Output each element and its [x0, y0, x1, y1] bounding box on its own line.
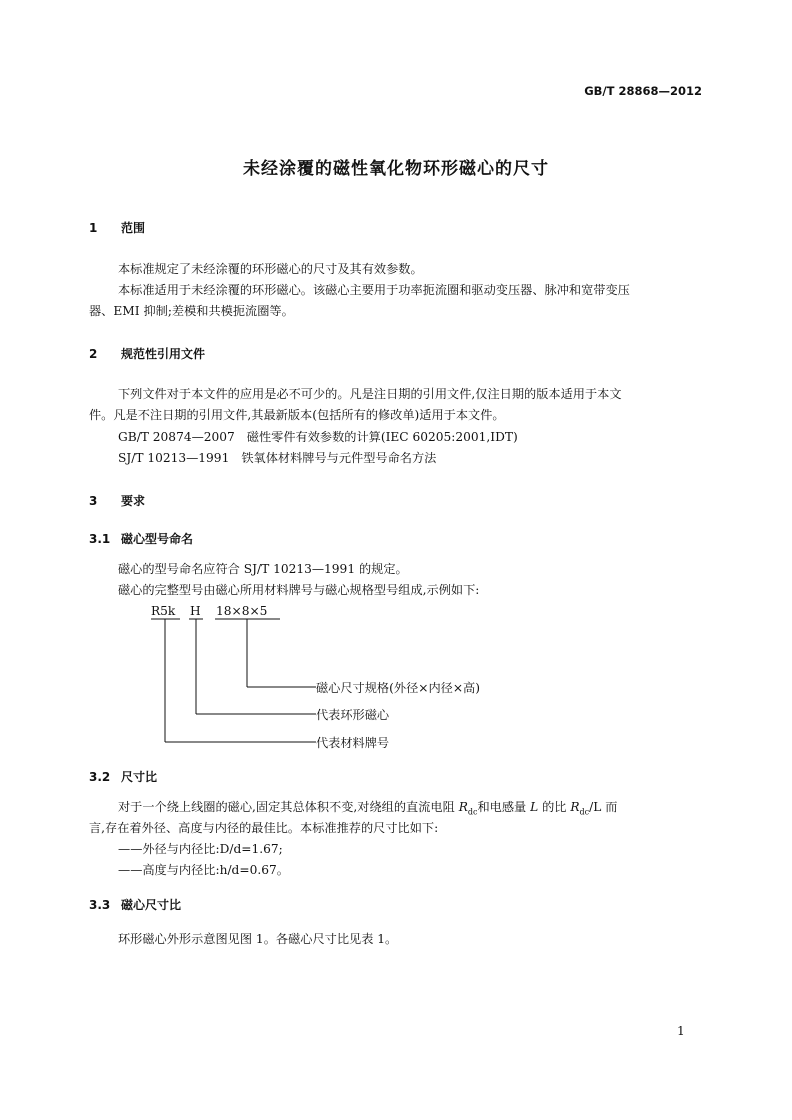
subscript-dc: dc — [467, 807, 478, 817]
section-3-3-heading — [89, 896, 181, 913]
symbol-l: L — [530, 800, 539, 814]
page-number: 1 — [677, 1024, 685, 1038]
list-item: ——高度与内径比:h/d=0.67。 — [118, 863, 289, 877]
label-size: 磁心尺寸规格(外径×内径×高) — [316, 681, 480, 695]
section-title: 磁心型号命名 — [121, 532, 194, 546]
paragraph: 下列文件对于本文件的应用是必不可少的。凡是注日期的引用文件,仅注日期的版本适用于本文 — [118, 387, 622, 401]
paragraph: 言,存在着外径、高度与内径的最佳比。本标准推荐的尺寸比如下: — [89, 821, 439, 835]
section-number: 3.1 — [89, 532, 111, 546]
symbol-r: R — [458, 800, 468, 814]
section-number: 3.2 — [89, 770, 111, 784]
reference-title: 铁氧体材料牌号与元件型号命名方法 — [241, 451, 437, 465]
paragraph: 磁心的型号命名应符合 SJ/T 10213—1991 的规定。 — [118, 562, 408, 576]
text-run: 的比 — [542, 800, 567, 814]
section-title: 规范性引用文件 — [121, 347, 206, 361]
symbol-r: R — [570, 800, 580, 814]
section-title: 尺寸比 — [121, 770, 158, 784]
subscript-dc: dc — [579, 807, 590, 817]
section-number: 1 — [89, 221, 98, 235]
list-item: ——外径与内径比:D/d=1.67; — [118, 842, 283, 856]
label-shape: 代表环形磁心 — [316, 708, 390, 722]
paragraph: 件。凡是不注日期的引用文件,其最新版本(包括所有的修改单)适用于本文件。 — [89, 408, 505, 422]
reference-code: GB/T 20874—2007 — [118, 430, 235, 444]
paragraph: 环形磁心外形示意图见图 1。各磁心尺寸比见表 1。 — [118, 932, 398, 946]
section-number: 3 — [89, 494, 98, 508]
section-number: 3.3 — [89, 898, 111, 912]
reference-title: 磁性零件有效参数的计算(IEC 60205:2001,IDT) — [246, 430, 518, 444]
text-run: 和电感量 — [477, 800, 527, 814]
paragraph: 本标准适用于未经涂覆的环形磁心。该磁心主要用于功率扼流圈和驱动变压器、脉冲和宽带变压 — [118, 283, 630, 297]
section-number: 2 — [89, 347, 98, 361]
section-title: 磁心尺寸比 — [121, 898, 182, 912]
section-title: 要求 — [121, 494, 146, 508]
code-material: R5k — [151, 604, 176, 618]
section-title: 范围 — [121, 221, 146, 235]
paragraph: 本标准规定了未经涂覆的环形磁心的尺寸及其有效参数。 — [118, 262, 423, 276]
page-title: 未经涂覆的磁性氧化物环形磁心的尺寸 — [243, 159, 549, 179]
text-run: 对于一个绕上线圈的磁心,固定其总体积不变,对绕组的直流电阻 — [118, 800, 455, 814]
section-3-2-heading — [89, 768, 157, 785]
code-shape: H — [190, 604, 201, 618]
standard-number: GB/T 28868—2012 — [584, 84, 702, 98]
text-run: /L 而 — [589, 800, 618, 814]
code-size: 18×8×5 — [216, 604, 268, 618]
paragraph: 器、EMI 抑制;差模和共模扼流圈等。 — [89, 304, 294, 318]
reference-code: SJ/T 10213—1991 — [118, 451, 230, 465]
paragraph: 磁心的完整型号由磁心所用材料牌号与磁心规格型号组成,示例如下: — [118, 583, 480, 597]
label-material: 代表材料牌号 — [316, 736, 390, 750]
